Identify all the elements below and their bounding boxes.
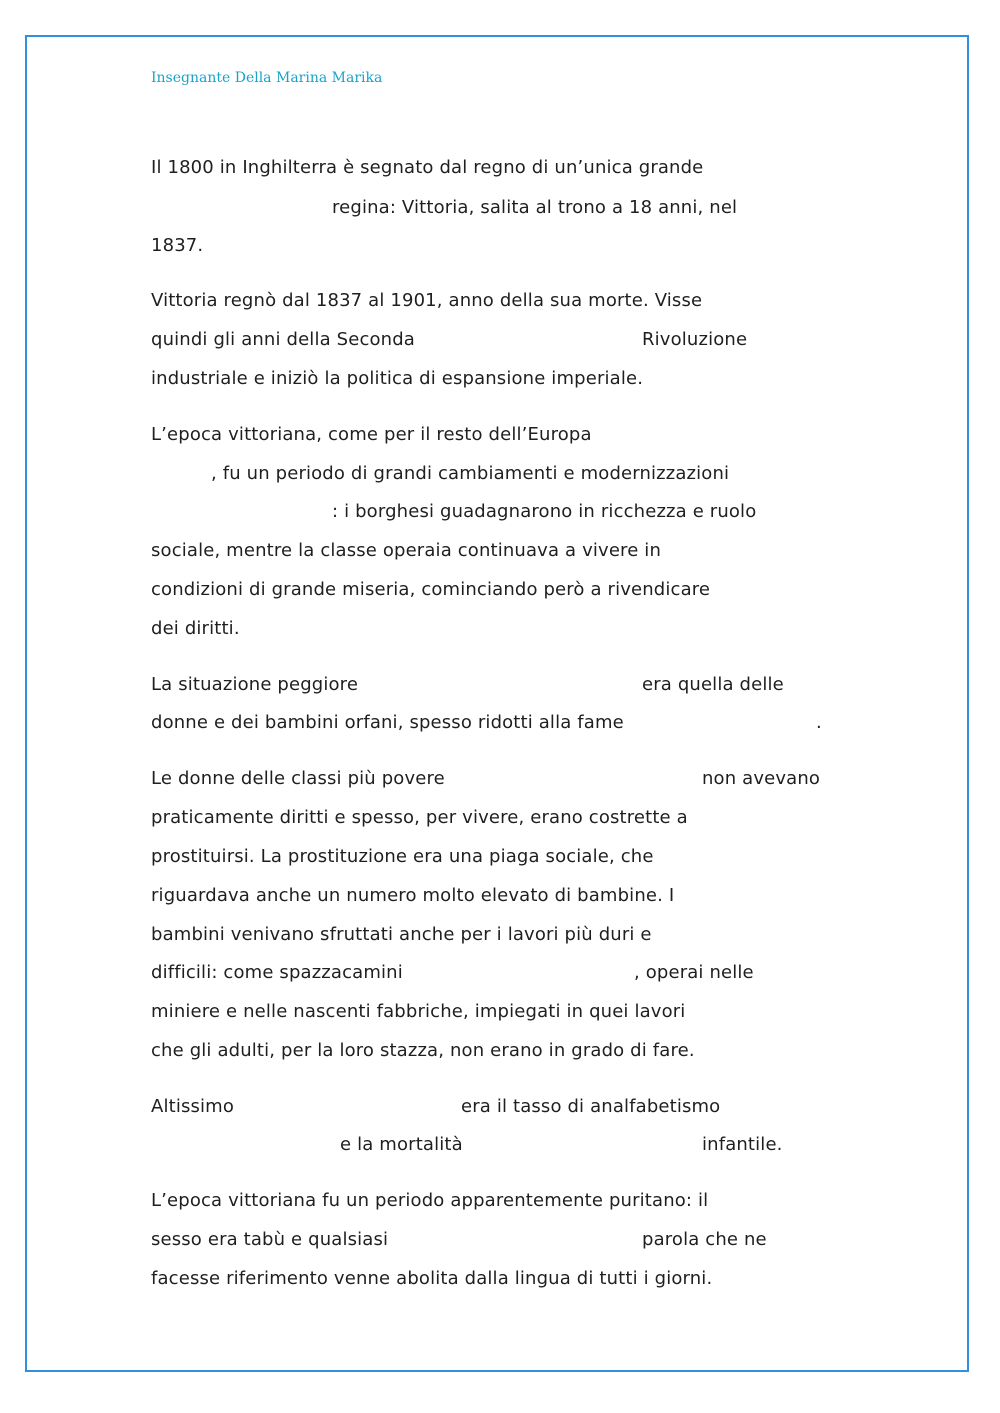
text-line: prostituirsi. La prostituzione era una piaga sociale, che [151, 846, 654, 867]
text-line: era il tasso di analfabetismo [461, 1096, 721, 1117]
text-line: , operai nelle [634, 962, 754, 983]
text-line: 1837. [151, 235, 204, 256]
text-line: : i borghesi guadagnarono in ricchezza e ruolo [332, 501, 757, 522]
text-line: miniere e nelle nascenti fabbriche, impiegati in quei lavori [151, 1001, 686, 1022]
text-line: riguardava anche un numero molto elevato di bambine. I [151, 885, 675, 906]
text-line: quindi gli anni della Seconda [151, 329, 415, 350]
text-line: dei diritti. [151, 618, 240, 639]
text-line: infantile. [702, 1134, 783, 1155]
text-line: difficili: come spazzacamini [151, 962, 403, 983]
text-line: L’epoca vittoriana fu un periodo apparentemente puritano: il [151, 1190, 709, 1211]
text-line: era quella delle [642, 674, 784, 695]
text-line: donne e dei bambini orfani, spesso ridotti alla fame [151, 712, 624, 733]
text-line: parola che ne [642, 1229, 767, 1250]
text-line: La situazione peggiore [151, 674, 359, 695]
text-line: industriale e iniziò la politica di espansione imperiale. [151, 368, 644, 389]
text-line: Rivoluzione [642, 329, 748, 350]
text-line: . [816, 712, 822, 733]
text-line: sesso era tabù e qualsiasi [151, 1229, 389, 1250]
text-line: sociale, mentre la classe operaia continuava a vivere in [151, 540, 662, 561]
text-line: Vittoria regnò dal 1837 al 1901, anno della sua morte. Visse [151, 290, 703, 311]
text-line: , fu un periodo di grandi cambiamenti e modernizzazioni [211, 463, 730, 484]
text-line: Le donne delle classi più povere [151, 768, 445, 789]
document-header: Insegnante Della Marina Marika [151, 70, 383, 86]
text-line: condizioni di grande miseria, cominciando però a rivendicare [151, 579, 711, 600]
text-line: regina: Vittoria, salita al trono a 18 anni, nel [332, 197, 738, 218]
text-line: che gli adulti, per la loro stazza, non erano in grado di fare. [151, 1040, 695, 1061]
text-line: non avevano [702, 768, 821, 789]
text-line: Altissimo [151, 1096, 235, 1117]
text-line: L’epoca vittoriana, come per il resto dell’Europa [151, 424, 592, 445]
text-line: bambini venivano sfruttati anche per i lavori più duri e [151, 924, 652, 945]
text-line: e la mortalità [340, 1134, 463, 1155]
text-line: facesse riferimento venne abolita dalla lingua di tutti i giorni. [151, 1268, 713, 1289]
text-line: praticamente diritti e spesso, per vivere, erano costrette a [151, 807, 688, 828]
text-line: Il 1800 in Inghilterra è segnato dal regno di un’unica grande [151, 157, 704, 178]
